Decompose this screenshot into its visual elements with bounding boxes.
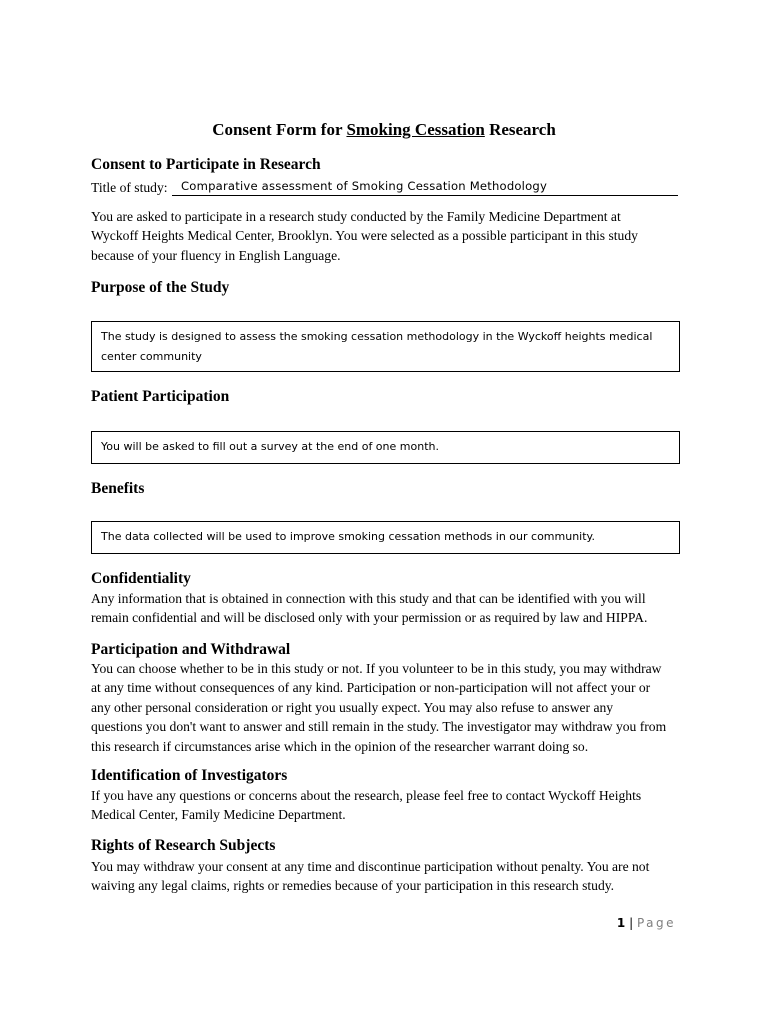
confidentiality-paragraph bbox=[91, 589, 691, 628]
title-prefix: Consent Form for bbox=[212, 120, 347, 139]
rights-heading: Rights of Research Subjects bbox=[91, 837, 276, 854]
withdrawal-line: questions you don't want to answer and still remain in the study. The investigator may withdraw you from bbox=[91, 719, 667, 735]
investigators-line: Medical Center, Family Medicine Department. bbox=[91, 807, 346, 823]
page-number: 1 bbox=[616, 916, 626, 930]
investigators-paragraph bbox=[91, 786, 691, 825]
purpose-box-line: The study is designed to assess the smoking cessation methodology in the Wyckoff heights medical bbox=[101, 330, 653, 343]
withdrawal-line: at any time without consequences of any kind. Participation or non-participation will not affect your or bbox=[91, 680, 651, 696]
withdrawal-line: this research if circumstances arise which in the opinion of the researcher warrant doing so. bbox=[91, 738, 589, 754]
participation-box-line: You will be asked to fill out a survey at the end of one month. bbox=[101, 440, 439, 453]
document-title bbox=[0, 119, 768, 141]
withdrawal-line: You can choose whether to be in this study or not. If you volunteer to be in this study, you may withdraw bbox=[91, 661, 662, 676]
benefits-heading: Benefits bbox=[91, 480, 145, 497]
page-footer bbox=[617, 914, 676, 932]
rights-paragraph bbox=[91, 857, 691, 896]
withdrawal-line: any other personal consideration or right you usually expect. You may also refuse to answer any bbox=[91, 699, 614, 715]
confidentiality-heading: Confidentiality bbox=[91, 570, 191, 587]
benefits-box-line: The data collected will be used to improve smoking cessation methods in our community. bbox=[101, 530, 595, 543]
participation-heading: Patient Participation bbox=[91, 388, 230, 405]
investigators-heading: Identification of Investigators bbox=[91, 767, 288, 784]
rights-line: waiving any legal claims, rights or remedies because of your participation in this research study. bbox=[91, 878, 615, 894]
study-title-field: Comparative assessment of Smoking Cessation Methodology bbox=[172, 178, 678, 196]
confidentiality-line: Any information that is obtained in connection with this study and that can be identified with you will bbox=[91, 591, 646, 606]
title-suffix: Research bbox=[484, 120, 556, 139]
page-separator: | bbox=[625, 916, 637, 930]
intro-paragraph bbox=[91, 207, 691, 265]
page-label: Page bbox=[636, 916, 676, 930]
purpose-box-line: center community bbox=[101, 350, 202, 363]
intro-line: because of your fluency in English Language. bbox=[91, 247, 341, 263]
participation-box bbox=[91, 431, 680, 464]
consent-heading: Consent to Participate in Research bbox=[91, 156, 321, 173]
intro-line: You are asked to participate in a research study conducted by the Family Medicine Department at bbox=[91, 209, 621, 224]
purpose-heading: Purpose of the Study bbox=[91, 279, 230, 296]
study-title-label: Title of study: bbox=[91, 180, 168, 195]
title-underlined-term: Smoking Cessation bbox=[346, 120, 485, 139]
benefits-box bbox=[91, 521, 680, 554]
withdrawal-paragraph bbox=[91, 659, 691, 756]
investigators-line: If you have any questions or concerns about the research, please feel free to contact Wyckoff Heights bbox=[91, 788, 642, 803]
intro-line: Wyckoff Heights Medical Center, Brooklyn. You were selected as a possible participant in this study bbox=[91, 228, 638, 244]
withdrawal-heading: Participation and Withdrawal bbox=[91, 641, 291, 658]
confidentiality-line: remain confidential and will be disclosed only with your permission or as required by law and HIPPA. bbox=[91, 610, 648, 626]
purpose-box bbox=[91, 321, 680, 372]
rights-line: You may withdraw your consent at any time and discontinue participation without penalty. You are not bbox=[91, 859, 650, 874]
